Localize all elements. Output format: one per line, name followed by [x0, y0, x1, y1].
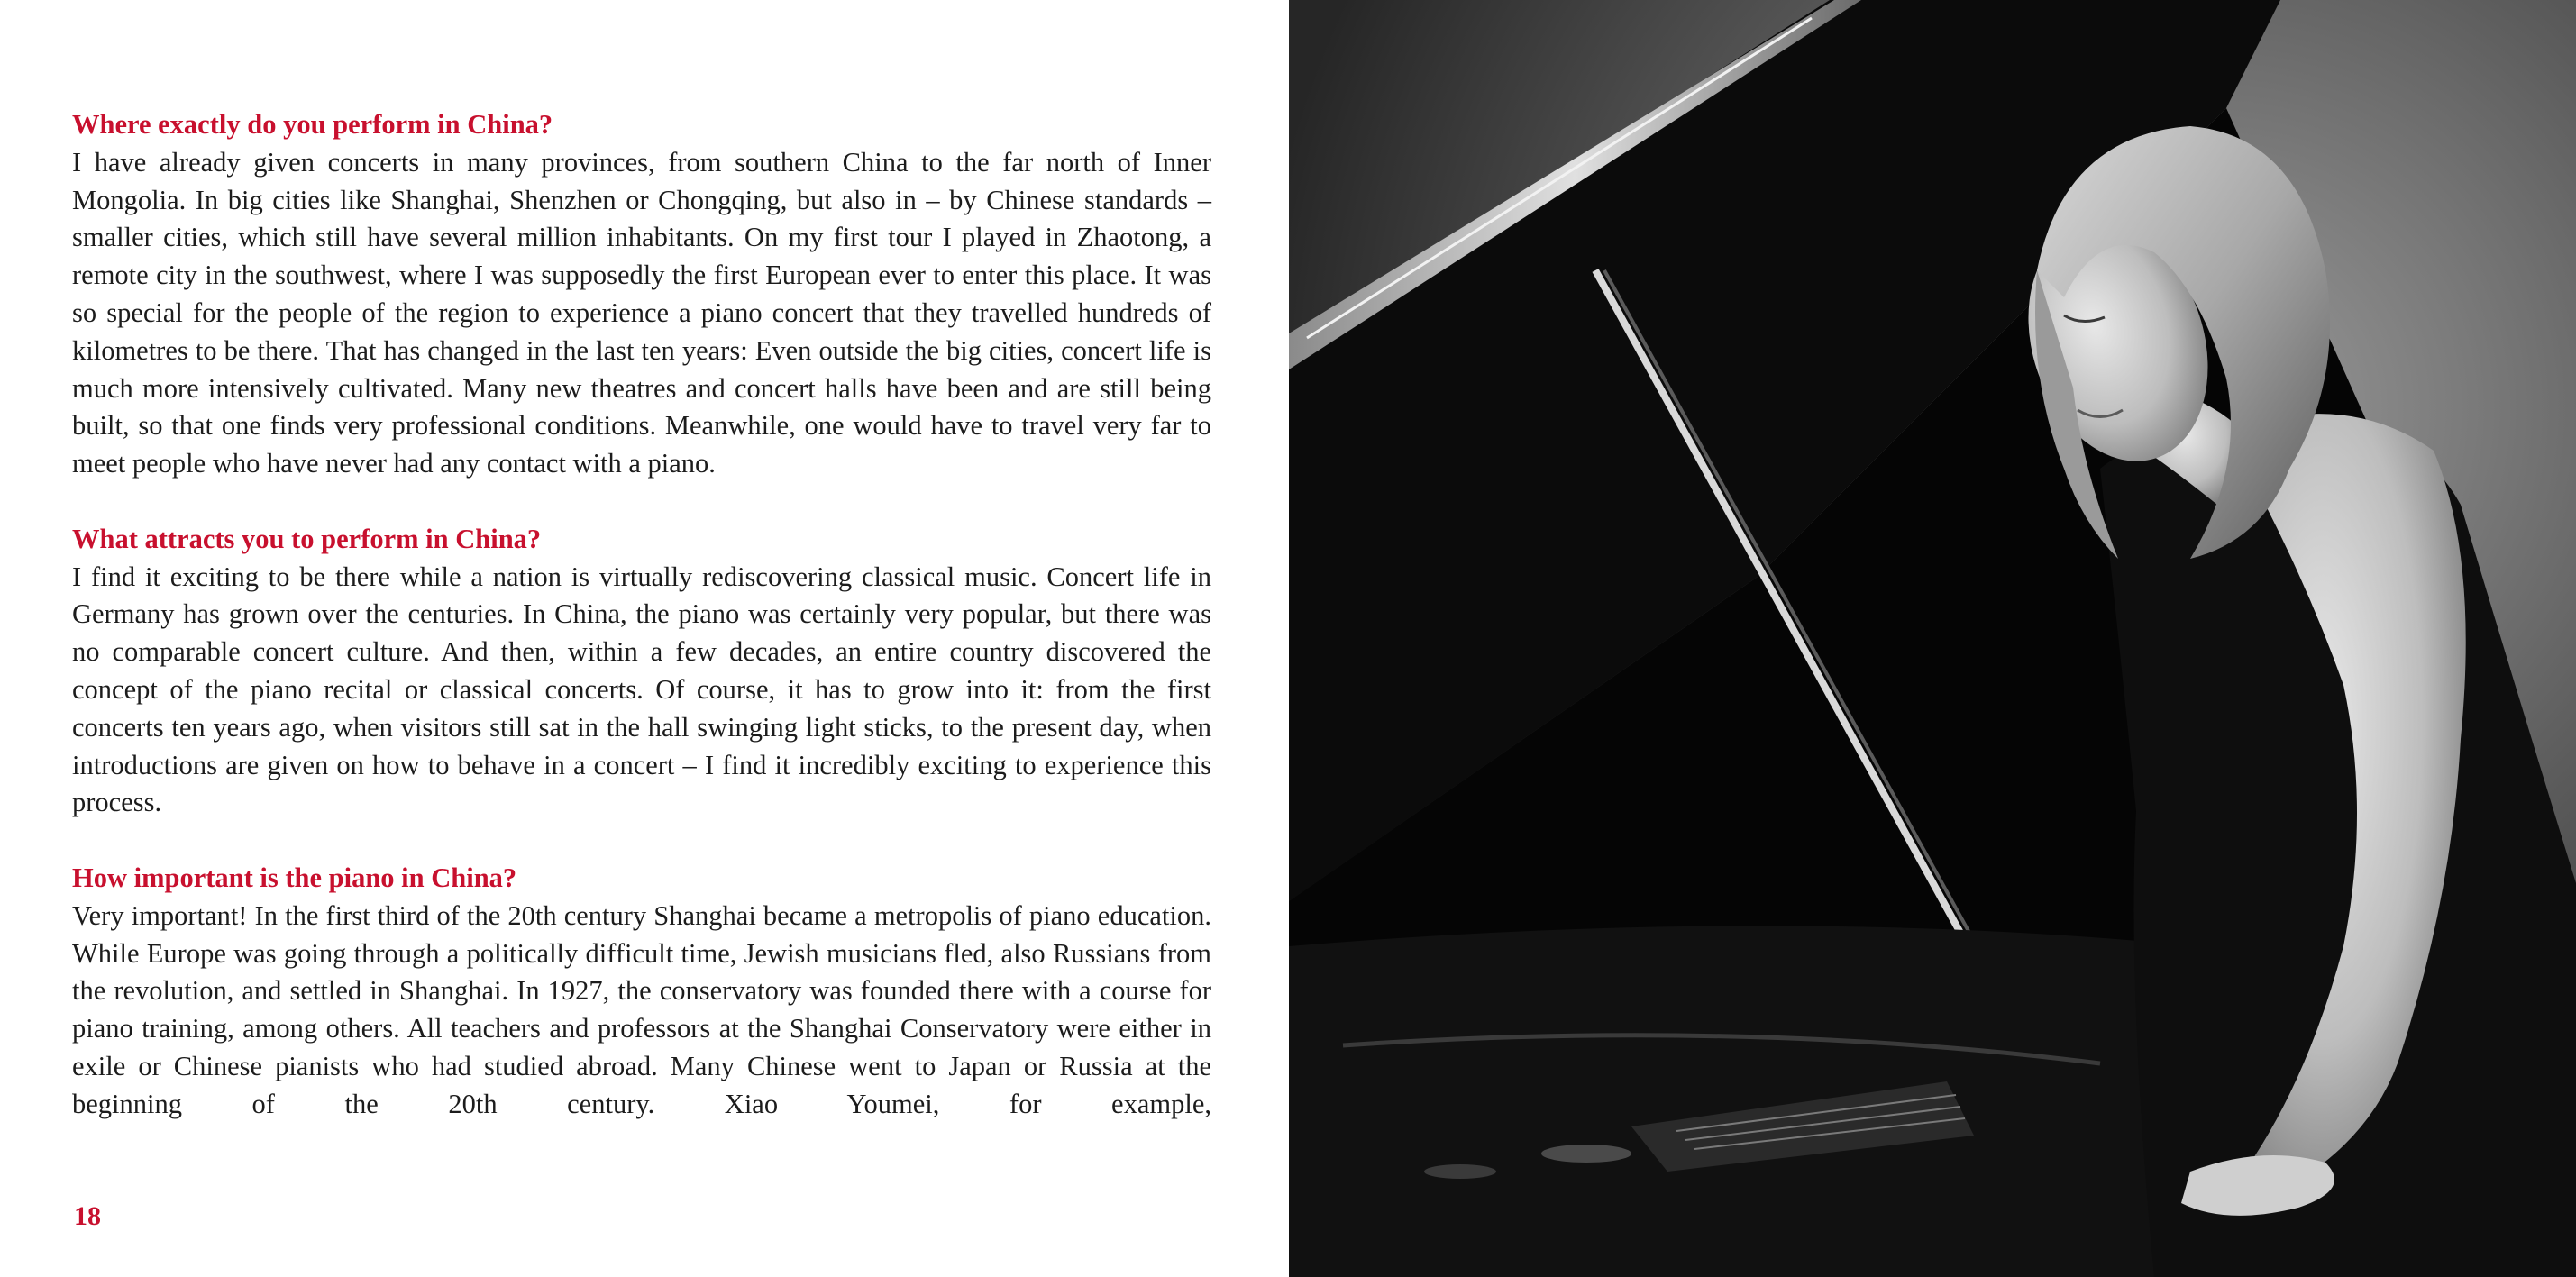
interview-text-column — [72, 106, 1211, 1161]
interview-section-2 — [72, 521, 1211, 822]
left-page — [0, 0, 1287, 1277]
question-heading-2: What attracts you to perform in China? — [72, 523, 542, 554]
answer-paragraph-3: Very important! In the first third of the 20th century Shanghai became a metropolis of piano education. While Europe was going through a politically difficult time, Jewish musicians fled, also Russians from the revolution, and settled in Shanghai. In 1927, the conservatory was founded there with a course for piano training, among others. All teachers and professors at the Shanghai Conservatory were either in exile or Chinese pianists who had studied abroad. Many Chinese went to Japan or Russia at the beginning of the 20th century. Xiao Youmei, for example, — [72, 899, 1211, 1119]
question-heading-1: Where exactly do you perform in China? — [72, 109, 553, 140]
interview-section-1 — [72, 106, 1211, 483]
question-heading-3: How important is the piano in China? — [72, 862, 517, 893]
pianist-photo — [1289, 0, 2576, 1277]
answer-paragraph-1: I have already given concerts in many provinces, from southern China to the far north of Inner Mongolia. In big cities like Shanghai, Shenzhen or Chongqing, but also in – by Chinese standards – smaller cities, which still have several million inhabitants. On my first tour I played in Zhaotong, a remote city in the southwest, where I was supposedly the first European ever to enter this place. It was so special for the people of the region to experience a piano concert that they travelled hundreds of kilometres to be there. That has changed in the last ten years: Even outside the big cities, concert life is much more intensively cultivated. Many new theatres and concert halls have been and are still being built, so that one finds very professional conditions. Meanwhile, one would have to travel very far to meet people who have never had any contact with a piano. — [72, 146, 1211, 479]
page-number: 18 — [74, 1201, 101, 1231]
interview-section-3 — [72, 860, 1211, 1124]
pianist-photo-illustration — [1289, 0, 2576, 1277]
answer-paragraph-2: I find it exciting to be there while a nation is virtually rediscovering classical music. Concert life in Germany has grown over the centuries. In China, the piano was certainly very popular, but there was no comparable concert culture. And then, within a few decades, an entire country discovered the concept of the piano recital or classical concerts. Of course, it has to grow into it: from the first concerts ten years ago, when visitors still sat in the hall swinging light sticks, to the present day, when introductions are given on how to behave in a concert – I find it incredibly exciting to experience this process. — [72, 561, 1211, 818]
